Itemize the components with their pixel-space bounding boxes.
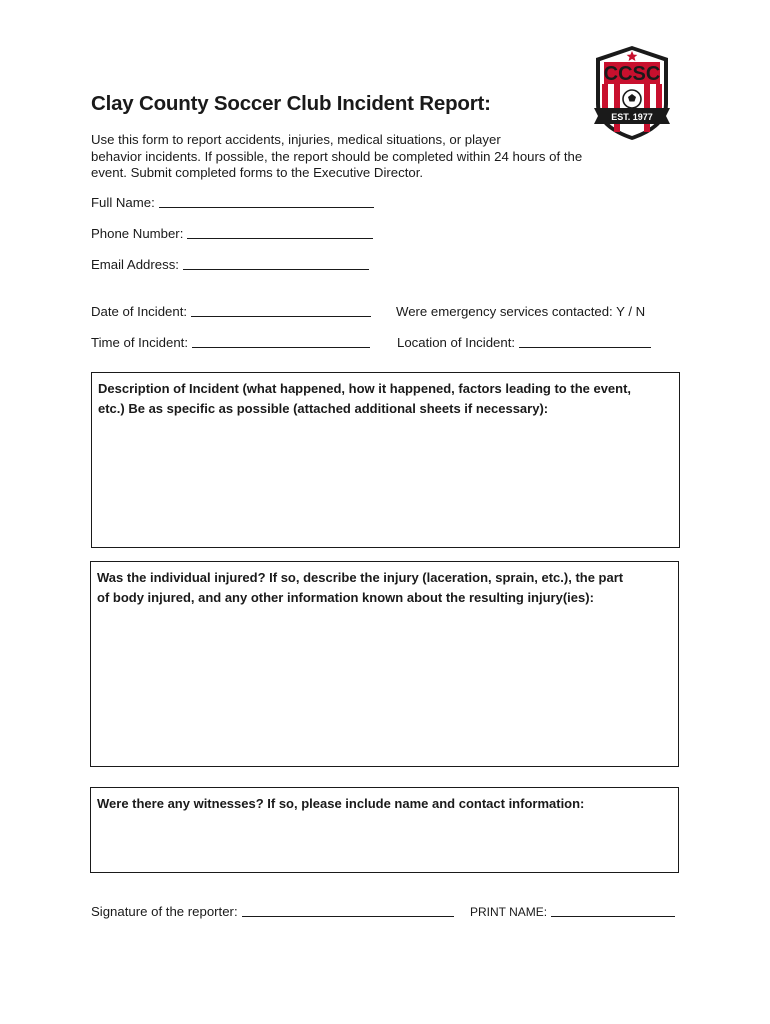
signature-line[interactable] xyxy=(242,915,454,917)
email-label: Email Address: xyxy=(91,257,179,272)
description-label xyxy=(98,379,631,419)
witnesses-label xyxy=(97,794,584,814)
emergency-label[interactable]: Were emergency services contacted: Y / N xyxy=(396,304,646,319)
print-name-label: PRINT NAME: xyxy=(470,905,548,919)
witnesses-line: Were there any witnesses? If so, please include name and contact information: xyxy=(97,796,585,811)
date-field xyxy=(91,304,371,319)
description-box[interactable] xyxy=(91,372,680,548)
description-line: etc.) Be as specific as possible (attached additional sheets if necessary): xyxy=(98,401,549,416)
logo-letters: CCSC xyxy=(603,63,661,85)
logo-est: EST. 1977 xyxy=(611,112,653,122)
location-field xyxy=(397,335,651,350)
phone-label: Phone Number: xyxy=(91,226,184,241)
signature-label: Signature of the reporter: xyxy=(91,904,238,919)
phone-field xyxy=(91,226,373,241)
location-label: Location of Incident: xyxy=(397,335,516,350)
injury-line: of body injured, and any other information known about the resulting injury(ies): xyxy=(97,590,594,605)
intro-line: Use this form to report accidents, injuries, medical situations, or player xyxy=(91,132,501,147)
time-label: Time of Incident: xyxy=(91,335,188,350)
email-field xyxy=(91,257,369,272)
date-label: Date of Incident: xyxy=(91,304,188,319)
ccsc-crest-icon xyxy=(592,44,672,142)
full-name-label: Full Name: xyxy=(91,195,155,210)
intro-line: event. Submit completed forms to the Executive Director. xyxy=(91,165,424,180)
emergency-field xyxy=(396,304,645,319)
intro-text xyxy=(91,132,691,182)
phone-line[interactable] xyxy=(187,237,373,239)
time-line[interactable] xyxy=(192,346,370,348)
date-line[interactable] xyxy=(191,315,371,317)
full-name-field xyxy=(91,195,374,210)
page-title: Clay County Soccer Club Incident Report: xyxy=(91,92,491,115)
injury-box[interactable] xyxy=(90,561,679,767)
injury-line: Was the individual injured? If so, describe the injury (laceration, sprain, etc.), the part xyxy=(97,570,624,585)
print-name-line[interactable] xyxy=(551,915,675,917)
full-name-line[interactable] xyxy=(159,206,374,208)
print-name-field xyxy=(470,905,675,919)
time-field xyxy=(91,335,370,350)
location-line[interactable] xyxy=(519,346,651,348)
witnesses-box[interactable] xyxy=(90,787,679,873)
description-line: Description of Incident (what happened, how it happened, factors leading to the event, xyxy=(98,381,632,396)
intro-line: behavior incidents. If possible, the report should be completed within 24 hours of the xyxy=(91,148,583,164)
injury-label xyxy=(97,568,623,608)
email-line[interactable] xyxy=(183,268,369,270)
signature-field xyxy=(91,904,454,919)
